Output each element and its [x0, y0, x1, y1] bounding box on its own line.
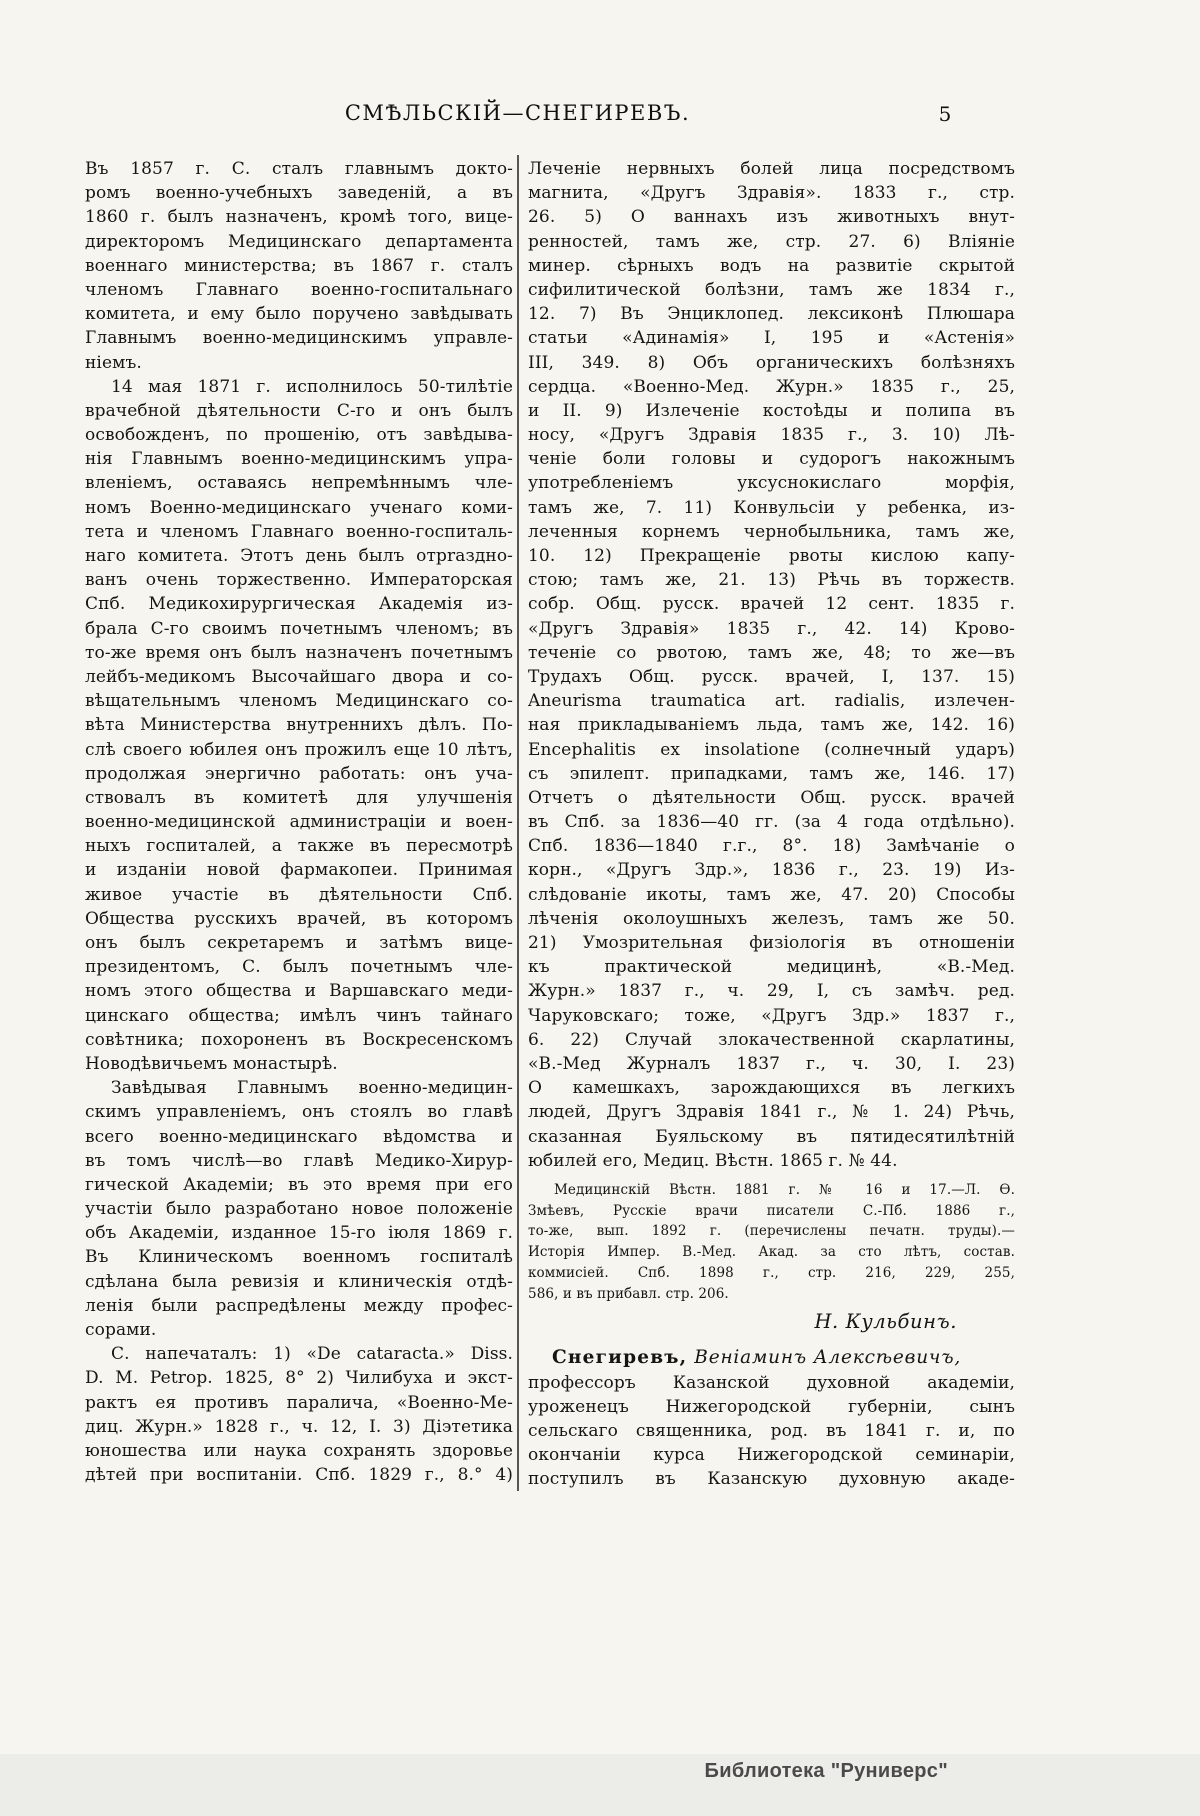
- text-line: ченіе боли головы и судорогъ накожнымъ: [528, 449, 1015, 470]
- text-line: ная прикладываніемъ льда, тамъ же, 142. 16): [528, 715, 1015, 736]
- text-line: то-же, вып. 1892 г. (перечислены печатн. труды).—: [528, 1223, 1015, 1240]
- text-line: 12. 7) Въ Энциклопед. лексиконѣ Плюшара: [528, 304, 1015, 325]
- text-line: то-же время онъ былъ назначенъ почетнымъ: [85, 642, 513, 663]
- text-line: ніемъ.: [85, 352, 142, 373]
- text-line: «Другъ Здравія» 1835 г., 42. 14) Крово-: [528, 618, 1015, 639]
- text-line: Спб. 1836—1840 г.г., 8°. 18) Замѣчаніе о: [528, 836, 1015, 857]
- text-line: леченныя корнемъ чернобыльника, тамъ же,: [528, 521, 1015, 542]
- text-line: коммисіей. Спб. 1898 г., стр. 216, 229, 255,: [528, 1265, 1015, 1282]
- text-line: сельскаго священника, род. въ 1841 г. и, по: [528, 1421, 1015, 1442]
- text-line: D. M. Petrop. 1825, 8° 2) Чилибуха и экст-: [85, 1368, 513, 1389]
- text-line: Encephalitis ex insolatione (солнечный ударъ): [528, 739, 1015, 760]
- text-line: къ практической медицинѣ, «В.-Мед.: [528, 957, 1015, 978]
- text-line: диц. Журн.» 1828 г., ч. 12, I. 3) Діэтетика: [85, 1416, 513, 1437]
- text-line: теченіе со рвотою, тамъ же, 48; то же—въ: [528, 642, 1015, 663]
- text-line: слѣ своего юбилея онъ прожилъ еще 10 лѣтъ,: [85, 739, 513, 760]
- text-line: ныхъ госпиталей, а также въ пересмотрѣ: [85, 836, 513, 857]
- text-line: лѣченія околоушныхъ железъ, тамъ же 50.: [528, 908, 1015, 929]
- text-line: ромъ военно-учебныхъ заведеній, а въ: [85, 183, 513, 204]
- bibliography-small-print: [528, 1180, 1015, 1305]
- author-signature: Н. Кульбинъ.: [814, 1309, 957, 1333]
- library-watermark: Библиотека "Руниверс": [704, 1760, 948, 1782]
- text-line: Спб. Медикохирургическая Академія из-: [85, 594, 513, 615]
- text-line: военно-медицинской администраціи и воен-: [85, 812, 513, 833]
- text-line: вѣщательнымъ членомъ Медицинскаго со-: [85, 691, 513, 712]
- text-line: сказанная Буяльскому въ пятидесятилѣтній: [528, 1126, 1015, 1147]
- text-line: слѣдованіе икоты, тамъ же, 47. 20) Способы: [528, 884, 1015, 905]
- text-line: тета и членомъ Главнаго военно-госпиталь-: [85, 521, 513, 542]
- text-line: корн., «Другъ Здр.», 1836 г., 23. 19) Из-: [528, 860, 1015, 881]
- right-column-text: [528, 157, 1015, 1173]
- text-line: въ томъ числѣ—во главѣ Медико-Хирур-: [85, 1150, 513, 1171]
- text-line: минер. сѣрныхъ водъ на развитіе скрытой: [528, 255, 1015, 276]
- text-line: ленія были распредѣлены между профес-: [85, 1295, 513, 1316]
- text-line: Главнымъ военно-медицинскимъ управле-: [85, 328, 513, 349]
- text-line: поступилъ въ Казанскую духовную акаде-: [528, 1469, 1015, 1490]
- text-line: тамъ же, 7. 11) Конвульсіи у ребенка, из-: [528, 497, 1015, 518]
- text-line: 14 мая 1871 г. исполнилось 50-тилѣтіе: [111, 376, 513, 397]
- text-line: брала С-го своимъ почетнымъ членомъ; въ: [85, 618, 513, 639]
- text-line: вленіемъ, оставаясь непремѣннымъ чле-: [85, 473, 513, 494]
- text-line: врачебной дѣятельности С-го и онъ былъ: [85, 400, 513, 421]
- text-line: вѣта Министерства внутреннихъ дѣлъ. По-: [85, 715, 513, 736]
- text-line: 6. 22) Случай злокачественной скарлатины,: [528, 1029, 1015, 1050]
- text-line: директоромъ Медицинскаго департамента: [85, 231, 513, 252]
- text-line: Исторія Импер. В.-Мед. Акад. за сто лѣтъ, состав.: [528, 1244, 1015, 1261]
- text-line: совѣтника; похороненъ въ Воскресенскомъ: [85, 1029, 513, 1050]
- text-line: президентомъ, С. былъ почетнымъ чле-: [85, 957, 513, 978]
- text-line: сифилитической болѣзни, тамъ же 1834 г.,: [528, 279, 1015, 300]
- text-line: стою; тамъ же, 21. 13) Рѣчь въ торжеств.: [528, 570, 1015, 591]
- text-line: Чаруковскаго; тоже, «Другъ Здр.» 1837 г.,: [528, 1005, 1015, 1026]
- text-line: «В.-Мед Журналъ 1837 г., ч. 30, I. 23): [528, 1053, 1015, 1074]
- text-line: Aneurisma traumatica art. radialis, излечен-: [528, 691, 1015, 712]
- text-line: Новодѣвичьемъ монастырѣ.: [85, 1053, 338, 1074]
- text-line: 10. 12) Прекращеніе рвоты кислою капу-: [528, 546, 1015, 566]
- text-line: всего военно-медицинскаго вѣдомства и: [85, 1126, 513, 1147]
- text-line: Въ Клиническомъ военномъ госпиталѣ: [85, 1247, 513, 1268]
- text-line: О камешкахъ, зарождающихся въ легкихъ: [528, 1078, 1015, 1099]
- text-line: статьи «Адинамія» I, 195 и «Астенія»: [528, 328, 1015, 349]
- text-line: и изданіи новой фармакопеи. Принимая: [85, 860, 513, 881]
- text-line: ствовалъ въ комитетѣ для улучшенія: [85, 787, 513, 808]
- text-line: ренностей, тамъ же, стр. 27. 6) Вліяніе: [528, 231, 1015, 252]
- text-line: ванъ очень торжественно. Императорская: [85, 570, 513, 591]
- text-line: освобожденъ, по прошенію, отъ завѣдыва-: [85, 425, 513, 446]
- text-line: Журн.» 1837 г., ч. 29, I, съ замѣч. ред.: [528, 981, 1015, 1002]
- text-line: Въ 1857 г. С. сталъ главнымъ докто-: [85, 159, 513, 179]
- text-line: С. напечаталъ: 1) «De cataracta.» Diss.: [111, 1344, 513, 1365]
- text-line: Общества русскихъ врачей, въ которомъ: [85, 908, 513, 929]
- text-line: Отчетъ о дѣятельности Общ. русск. врачей: [528, 787, 1015, 808]
- page-header-title: СМѢЛЬСКІЙ—СНЕГИРЕВЪ.: [344, 101, 691, 125]
- right-column: [528, 157, 1015, 1492]
- text-line: носу, «Другъ Здравія 1835 г., 3. 10) Лѣ-: [528, 425, 1015, 446]
- text-line: употребленіемъ уксуснокислаго морфія,: [528, 473, 1015, 494]
- text-line: Завѣдывая Главнымъ военно-медицин-: [111, 1078, 513, 1099]
- text-line: наго комитета. Этотъ день былъ отpraздно-: [85, 546, 513, 566]
- text-line: III, 349. 8) Объ органическихъ болѣзняхъ: [528, 352, 1015, 373]
- text-line: Медицинскій Вѣстн. 1881 г. № 16 и 17.—Л. Ѳ.: [554, 1181, 1015, 1198]
- text-line: продолжая энергично работать: онъ уча-: [85, 763, 513, 784]
- text-line: юбилей его, Медиц. Вѣстн. 1865 г. № 44.: [528, 1150, 898, 1171]
- page-number: 5: [938, 102, 952, 126]
- text-line: военнаго министерства; въ 1867 г. сталъ: [85, 255, 513, 276]
- text-line: членомъ Главнаго военно-госпитальнаго: [85, 279, 513, 300]
- text-line: сдѣлана была ревизія и клиническія отдѣ-: [85, 1271, 513, 1292]
- text-line: рактъ ея противъ паралича, «Военно-Ме-: [85, 1392, 513, 1413]
- text-line: комитета, и ему было поручено завѣдывать: [85, 304, 513, 325]
- text-line: гической Академіи; въ это время при его: [85, 1174, 513, 1195]
- text-line: номъ этого общества и Варшавскаго меди-: [85, 981, 513, 1002]
- text-line: Леченіе нервныхъ болей лица посредствомъ: [528, 159, 1015, 179]
- text-line: Змѣевъ, Русскіе врачи писатели С.-Пб. 1886 г.,: [528, 1202, 1015, 1219]
- text-line: сорами.: [85, 1320, 157, 1340]
- text-line: дѣтей при воспитаніи. Спб. 1829 г., 8.° 4): [85, 1465, 513, 1486]
- entry-snegirev: [528, 1345, 1015, 1492]
- left-column-text: [85, 157, 513, 1487]
- entry-given-names: Веніаминъ Алексѣевичъ,: [694, 1346, 962, 1368]
- text-line: онъ былъ секретаремъ и затѣмъ вице-: [85, 933, 513, 953]
- text-line: 1860 г. былъ назначенъ, кромѣ того, вице-: [85, 207, 513, 228]
- entry-heading-line: [528, 1345, 1015, 1371]
- text-line: 21) Умозрительная физіологія въ отношеніи: [528, 933, 1015, 953]
- entry-body-text: [528, 1371, 1015, 1492]
- text-line: нія Главнымъ военно-медицинскимъ упра-: [85, 449, 513, 470]
- text-line: сердца. «Военно-Мед. Журн.» 1835 г., 25,: [528, 376, 1015, 397]
- text-line: лейбъ-медикомъ Высочайшаго двора и со-: [85, 666, 513, 687]
- text-line: живое участіе въ дѣятельности Спб.: [85, 884, 513, 905]
- text-line: магнита, «Другъ Здравія». 1833 г., стр.: [528, 183, 1015, 204]
- text-line: юношества или наука сохранять здоровье: [85, 1440, 513, 1461]
- text-line: окончаніи курса Нижегородской семинаріи,: [528, 1445, 1015, 1466]
- text-line: цинскаго общества; имѣлъ чинъ тайнаго: [85, 1005, 513, 1026]
- text-line: и II. 9) Излеченіе костоѣды и полипа въ: [528, 400, 1015, 421]
- text-line: скимъ управленіемъ, онъ стоялъ во главѣ: [85, 1102, 513, 1123]
- text-line: людей, Другъ Здравія 1841 г., № 1. 24) Рѣчь,: [528, 1102, 1015, 1123]
- text-line: Трудахъ Общ. русск. врачей, I, 137. 15): [528, 666, 1015, 687]
- text-line: 26. 5) О ваннахъ изъ животныхъ внут-: [528, 207, 1015, 228]
- text-line: объ Академіи, изданное 15-го іюля 1869 г.: [85, 1223, 513, 1244]
- text-line: уроженецъ Нижегородской губерніи, сынъ: [528, 1396, 1015, 1417]
- text-line: профессоръ Казанской духовной академіи,: [528, 1372, 1015, 1393]
- text-line: номъ Военно-медицинскаго ученаго коми-: [85, 497, 513, 518]
- text-line: 586, и въ прибавл. стр. 206.: [528, 1285, 729, 1302]
- entry-surname: Снегиревъ,: [552, 1346, 688, 1368]
- text-line: въ Спб. за 1836—40 гг. (за 4 года отдѣльно).: [528, 812, 1015, 833]
- text-line: собр. Общ. русск. врачей 12 сент. 1835 г.: [528, 594, 1015, 615]
- text-line: съ эпилепт. припадками, тамъ же, 146. 17): [528, 763, 1015, 784]
- column-divider-rule: [517, 155, 519, 1491]
- text-line: участіи было разработано новое положеніе: [85, 1199, 513, 1220]
